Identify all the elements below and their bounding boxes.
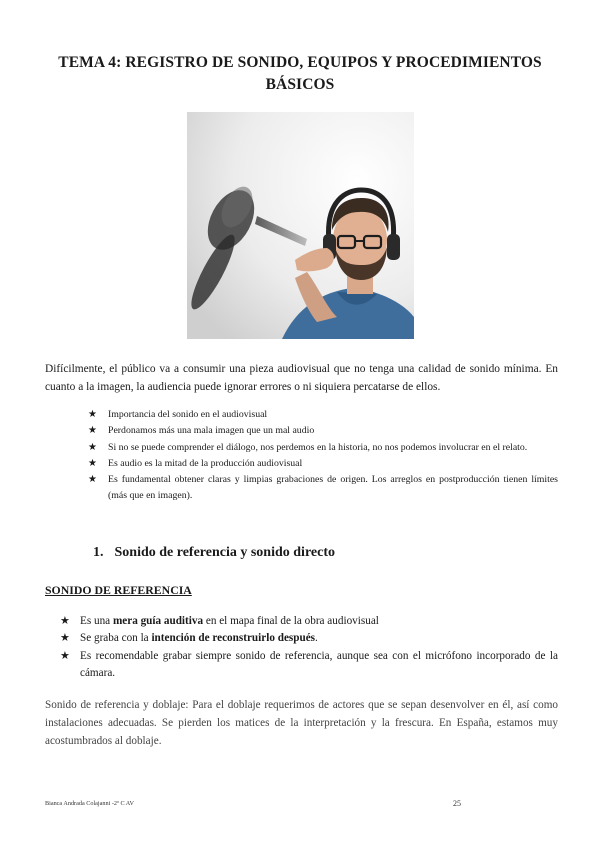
list-item: ★ Es una mera guía auditiva en el mapa final de la obra audiovisual (80, 613, 558, 630)
star-icon: ★ (88, 474, 97, 486)
boom-operator-photo (187, 112, 414, 339)
star-icon: ★ (88, 441, 97, 453)
page-number: 25 (453, 799, 461, 808)
dubbing-paragraph: Sonido de referencia y doblaje: Para el doblaje requerimos de actores que se sepan desenvolver en él, así como instalaciones adecuadas. Se pierden los matices de la interpretación y la frescura. En España, estamos muy acostumbrados al doblaje. (45, 699, 558, 747)
star-icon: ★ (88, 425, 97, 437)
list-item: ★ Importancia del sonido en el audiovisual (108, 407, 558, 423)
star-icon: ★ (60, 615, 71, 627)
star-icon: ★ (60, 632, 71, 645)
section-heading (93, 545, 335, 561)
page-title: TEMA 4: REGISTRO DE SONIDO, EQUIPOS Y PROCEDIMIENTOS BÁSICOS (58, 54, 542, 93)
list-item: ★ Es audio es la mitad de la producción audiovisual (108, 456, 558, 472)
importance-list (88, 407, 558, 505)
list-item: ★ Es recomendable grabar siempre sonido de referencia, aunque sea con el micrófono incorporado de la cámara. (60, 649, 558, 679)
section-number: 1. (93, 545, 104, 560)
list-item: ★ Si no se puede comprender el diálogo, nos perdemos en la historia, no nos podemos involucrar en el relato. (108, 440, 558, 456)
list-item: ★ Es fundamental obtener claras y limpias grabaciones de origen. Los arreglos en postproducción tienen límites (más que en imagen). (88, 474, 558, 502)
star-icon: ★ (88, 409, 97, 420)
star-icon: ★ (60, 649, 71, 662)
subheading: SONIDO DE REFERENCIA (45, 583, 192, 597)
footer-author: Bianca Andrada Colajanni -2º C AV (45, 800, 134, 807)
reference-sound-list (60, 613, 558, 682)
star-icon: ★ (88, 457, 97, 469)
section-title: Sonido de referencia y sonido directo (114, 545, 335, 560)
list-item: ★ Se graba con la intención de reconstruirlo después. (80, 630, 558, 647)
intro-paragraph: Difícilmente, el público va a consumir una pieza audiovisual que no tenga una calidad de sonido mínima. En cuanto a la imagen, la audiencia puede ignorar errores o ni siquiera percatarse de ellos. (45, 363, 558, 393)
list-item: ★ Perdonamos más una mala imagen que un mal audio (108, 423, 558, 439)
